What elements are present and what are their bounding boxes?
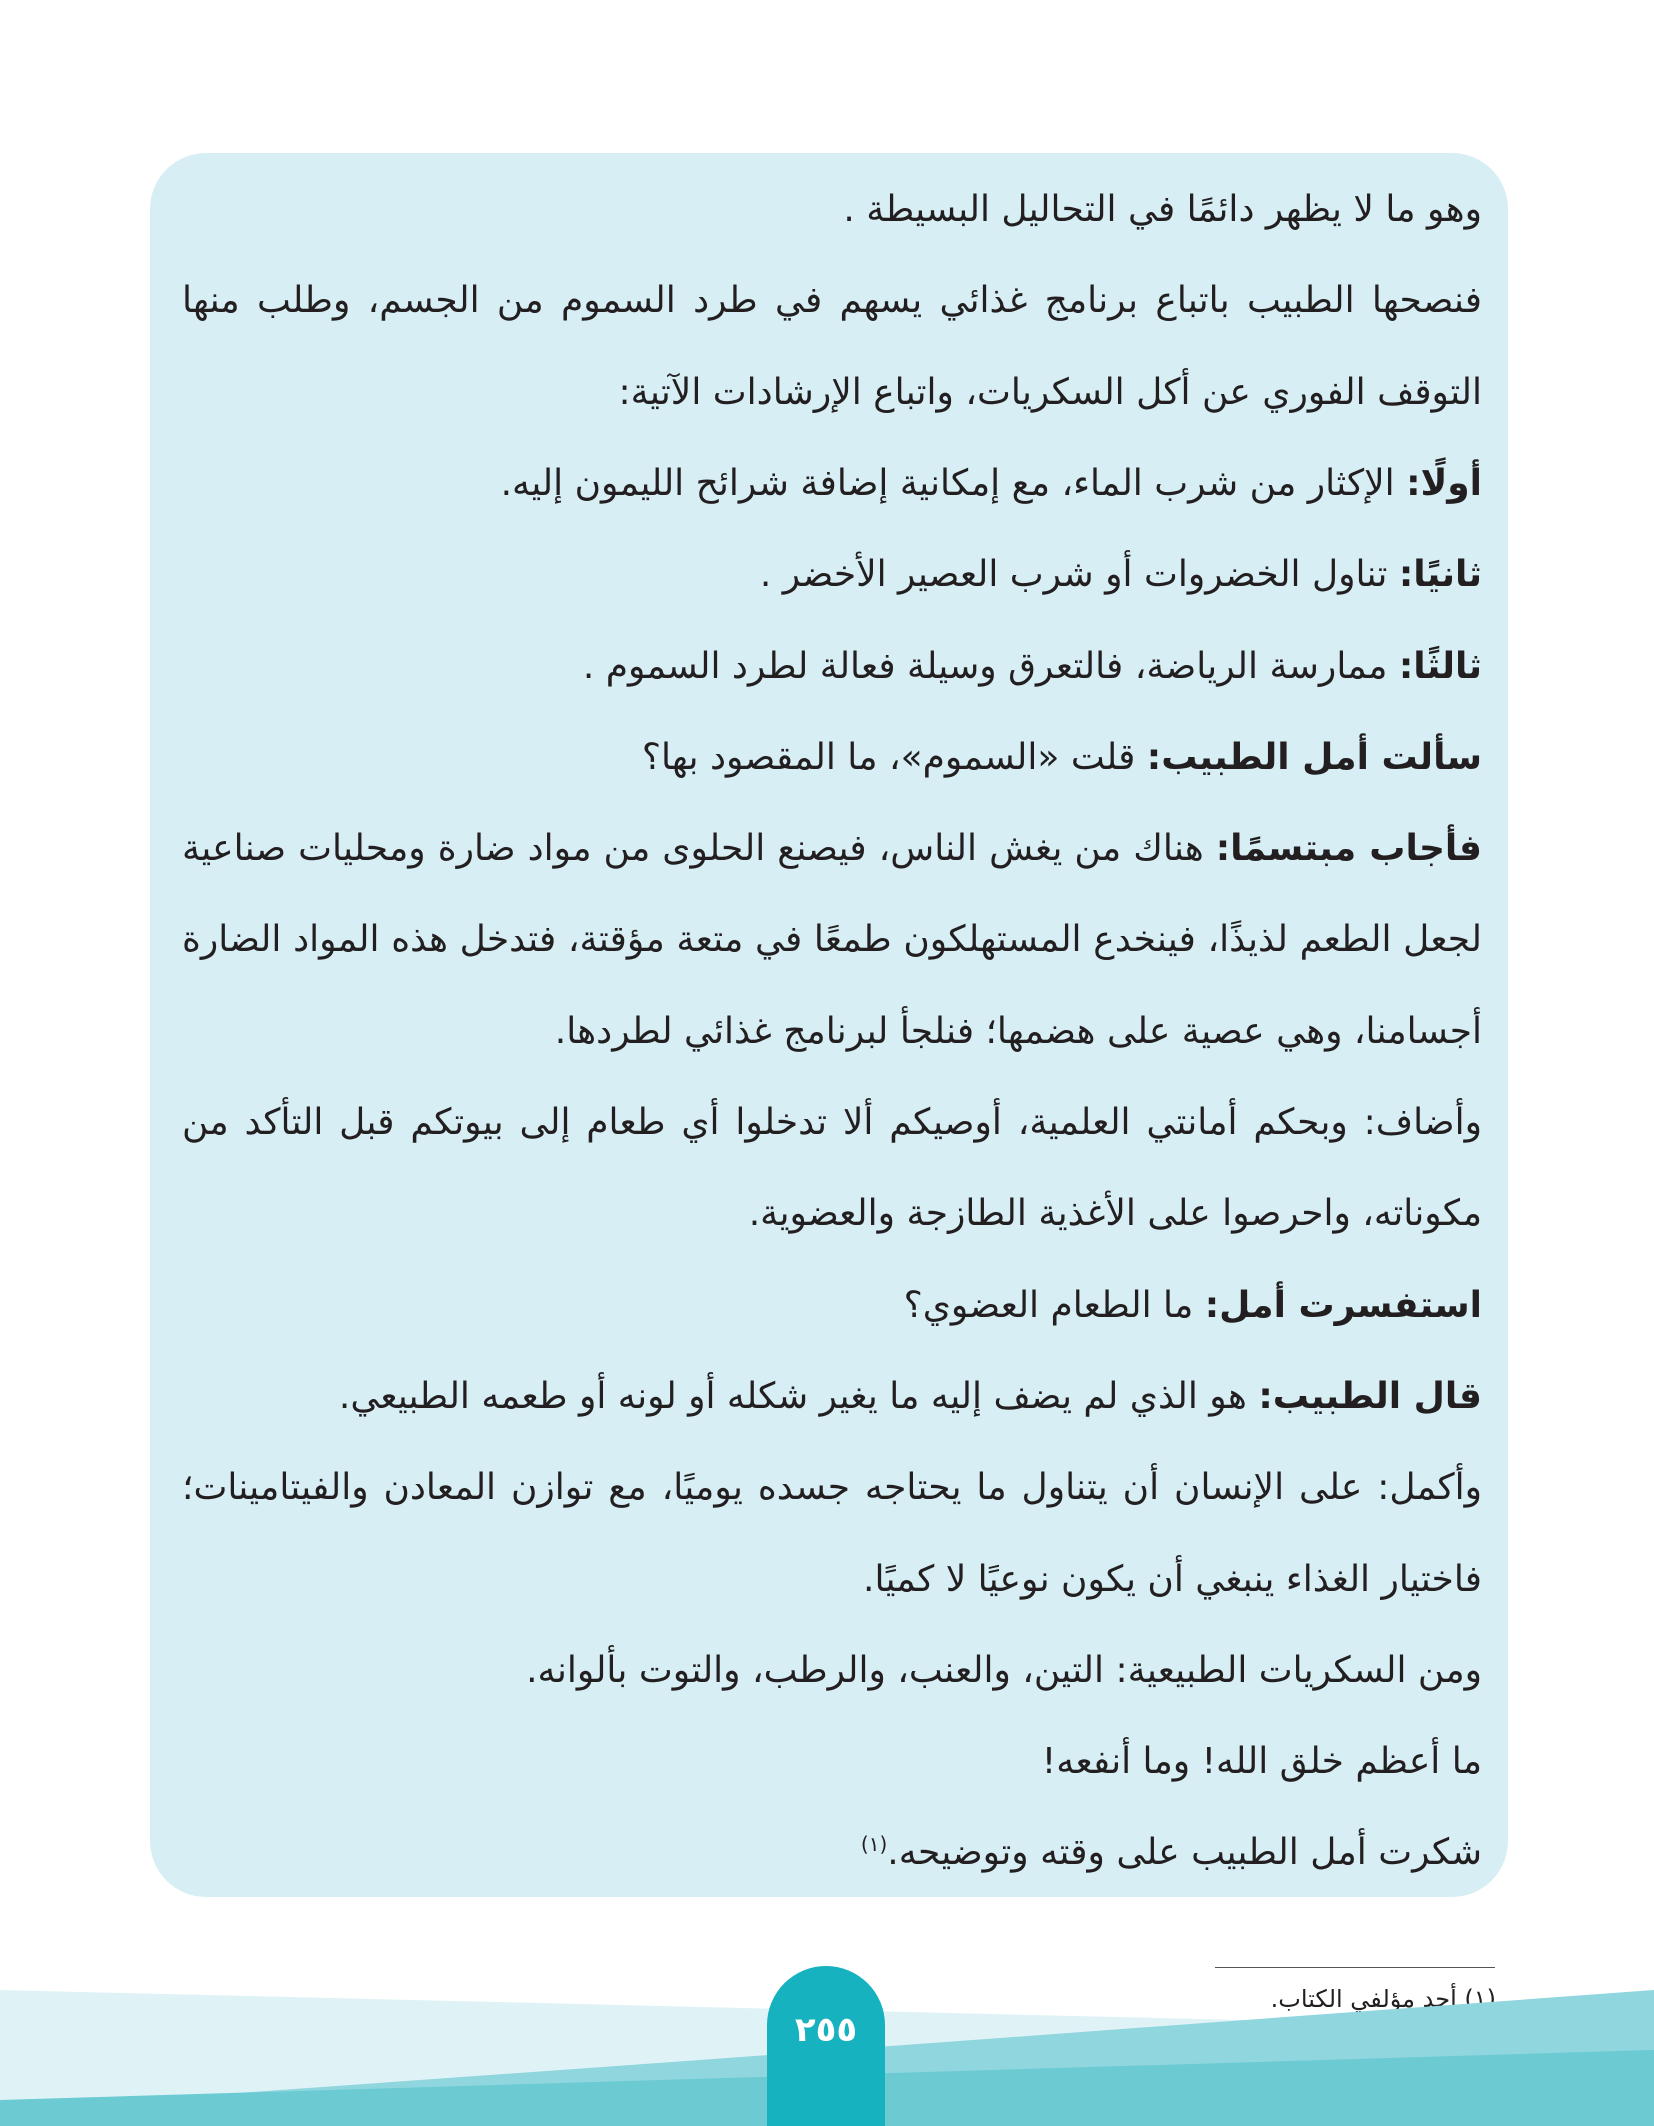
body-line (182, 1083, 1482, 1163)
body-line (863, 1540, 1482, 1620)
body-line (618, 353, 1482, 433)
body-line (182, 900, 1482, 980)
body-line (555, 992, 1482, 1072)
body-line (843, 170, 1482, 250)
body-line (182, 809, 1482, 889)
line-text: لجعل الطعم لذيذًا، فينخدع المستهلكون طمعًا في متعة مؤقتة، فتدخل هذه المواد الضارة (182, 919, 1482, 961)
line-text: وأكمل: على الإنسان أن يتناول ما يحتاجه جسده يوميًا، مع توازن المعادن والفيتامينات؛ (182, 1467, 1482, 1509)
line-text: الإكثار من شرب الماء، مع إمكانية إضافة شرائح الليمون إليه. (500, 462, 1407, 504)
body-line (749, 1174, 1482, 1254)
line-text: ومن السكريات الطبيعية: التين، والعنب، والرطب، والتوت بألوانه. (526, 1649, 1482, 1691)
line-text: ما الطعام العضوي؟ (903, 1284, 1205, 1326)
body-line (339, 1357, 1482, 1437)
body-line (760, 535, 1482, 615)
footnote: (١) أحد مؤلفي الكتاب. (1270, 1985, 1496, 2013)
body-line (904, 1266, 1482, 1346)
line-text: هو الذي لم يضف إليه ما يغير شكله أو لونه أو طعمه الطبيعي. (338, 1375, 1259, 1417)
line-text: وأضاف: وبحكم أمانتي العلمية، أوصيكم ألا تدخلوا أي طعام إلى بيوتكم قبل التأكد من (182, 1102, 1482, 1143)
body-line (583, 627, 1482, 707)
page-number: ٢٥٥ (794, 2010, 858, 2050)
body-line (642, 718, 1482, 798)
line-label: أولًا: (1406, 462, 1482, 504)
line-text: فنصحها الطبيب باتباع برنامج غذائي يسهم في طرد السموم من الجسم، وطلب منها (182, 280, 1482, 322)
line-text: قلت «السموم»، ما المقصود بها؟ (641, 736, 1147, 778)
body-line (1042, 1722, 1482, 1802)
body-line (182, 261, 1482, 341)
line-text: مكوناته، واحرصوا على الأغذية الطازجة والعضوية. (748, 1193, 1482, 1235)
body-line (526, 1631, 1482, 1711)
line-text: وهو ما لا يظهر دائمًا في التحاليل البسيطة . (843, 189, 1482, 230)
line-label: ثالثًا: (1398, 645, 1482, 687)
body-line (501, 444, 1482, 524)
line-text: التوقف الفوري عن أكل السكريات، واتباع الإرشادات الآتية: (618, 371, 1482, 413)
footnote-marker: (١) (860, 1832, 888, 1857)
line-label: سألت أمل الطبيب: (1146, 736, 1482, 778)
line-text: شكرت أمل الطبيب على وقته وتوضيحه. (887, 1832, 1482, 1874)
line-text: فاختيار الغذاء ينبغي أن يكون نوعيًا لا كميًا. (863, 1558, 1482, 1600)
line-text: هناك من يغش الناس، فيصنع الحلوى من مواد ضارة ومحليات صناعية (182, 828, 1216, 870)
line-label: ثانيًا: (1398, 554, 1482, 596)
body-line (861, 1813, 1482, 1893)
line-text: تناول الخضروات أو شرب العصير الأخضر . (759, 554, 1399, 596)
line-text: أجسامنا، وهي عصية على هضمها؛ فنلجأ لبرنامج غذائي لطردها. (554, 1010, 1482, 1052)
line-label: فأجاب مبتسمًا: (1215, 828, 1482, 870)
footnote-divider (1215, 1967, 1495, 1968)
body-line (182, 1448, 1482, 1528)
line-text: ممارسة الرياضة، فالتعرق وسيلة فعالة لطرد السموم . (582, 645, 1399, 687)
body-text (182, 170, 1482, 1890)
line-label: قال الطبيب: (1258, 1375, 1482, 1417)
line-text: ما أعظم خلق الله! وما أنفعه! (1041, 1741, 1482, 1783)
line-label: استفسرت أمل: (1204, 1284, 1482, 1326)
